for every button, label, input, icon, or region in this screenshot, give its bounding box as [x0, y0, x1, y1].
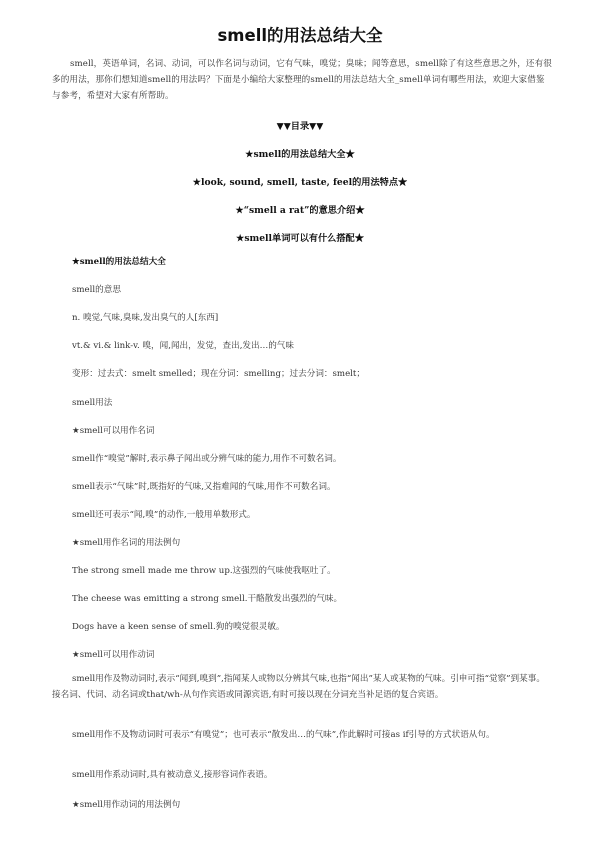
verb-usage-paragraph: smell用作系动词时,具有被动意义,接形容词作表语。: [72, 770, 273, 780]
noun-usage-point: smell还可表示“闻,嗅”的动作,一般用单数形式。: [72, 510, 256, 520]
verb-examples-heading: ★smell用作动词的用法例句: [72, 800, 181, 810]
noun-examples-heading: ★smell用作名词的用法例句: [72, 538, 181, 548]
noun-usage-point: smell作“嗅觉”解时,表示鼻子闻出或分辨气味的能力,用作不可数名词。: [72, 454, 342, 464]
noun-definition: n. 嗅觉,气味,臭味,发出臭气的人[东西]: [72, 313, 219, 323]
noun-usage-heading: ★smell可以用作名词: [72, 426, 155, 436]
noun-usage-point: smell表示“气味”时,既指好的气味,又指难闻的气味,用作不可数名词。: [72, 482, 336, 492]
toc-heading: ▼▼目录▼▼: [276, 121, 324, 132]
document-title: smell的用法总结大全: [217, 26, 383, 45]
toc-item[interactable]: ★“smell a rat”的意思介绍★: [235, 205, 365, 216]
toc-item[interactable]: ★smell单词可以有什么搭配★: [236, 233, 364, 244]
word-forms: 变形：过去式：smelt smelled；现在分词：smelling；过去分词：smelt；: [72, 369, 365, 379]
meaning-label: smell的意思: [72, 285, 121, 295]
example-sentence: The cheese was emitting a strong smell.干酪散发出强烈的气味。: [72, 594, 343, 604]
verb-usage-paragraph: smell用作及物动词时,表示“闻到,嗅到”,指闻某人或物以分辨其气味,也指“闻出”某人或某物的气味。引申可指“觉察”到某事。接名词、代词、动名词或that/wh-从句作宾语或同源宾语,有时可接以现在分词充当补足语的复合宾语。: [52, 674, 545, 700]
usage-label: smell用法: [72, 398, 113, 408]
example-sentence: The strong smell made me throw up.这强烈的气味使我呕吐了。: [72, 566, 336, 576]
section-heading: ★smell的用法总结大全: [72, 257, 166, 267]
intro-paragraph: smell，英语单词，名词、动词，可以作名词与动词，它有气味，嗅觉；臭味；闻等意思，smell除了有这些意思之外，还有很多的用法，那你们想知道smell的用法吗？下面是小编给大家整理的smell的用法总结大全_smell单词有哪些用法，欢迎大家借鉴与参考，希望对大家有所帮助。: [52, 59, 552, 101]
toc-item[interactable]: ★smell的用法总结大全★: [245, 149, 355, 160]
verb-definition: vt.& vi.& link-v. 嗅，闻,闻出，发觉，查出,发出…的气味: [72, 341, 294, 351]
verb-usage-heading: ★smell可以用作动词: [72, 650, 155, 660]
toc-item[interactable]: ★look, sound, smell, taste, feel的用法特点★: [192, 177, 408, 188]
example-sentence: Dogs have a keen sense of smell.狗的嗅觉很灵敏。: [72, 622, 285, 632]
verb-usage-paragraph: smell用作不及物动词时可表示“有嗅觉”；也可表示“散发出…的气味”,作此解时可接as if引导的方式状语从句。: [72, 730, 495, 740]
